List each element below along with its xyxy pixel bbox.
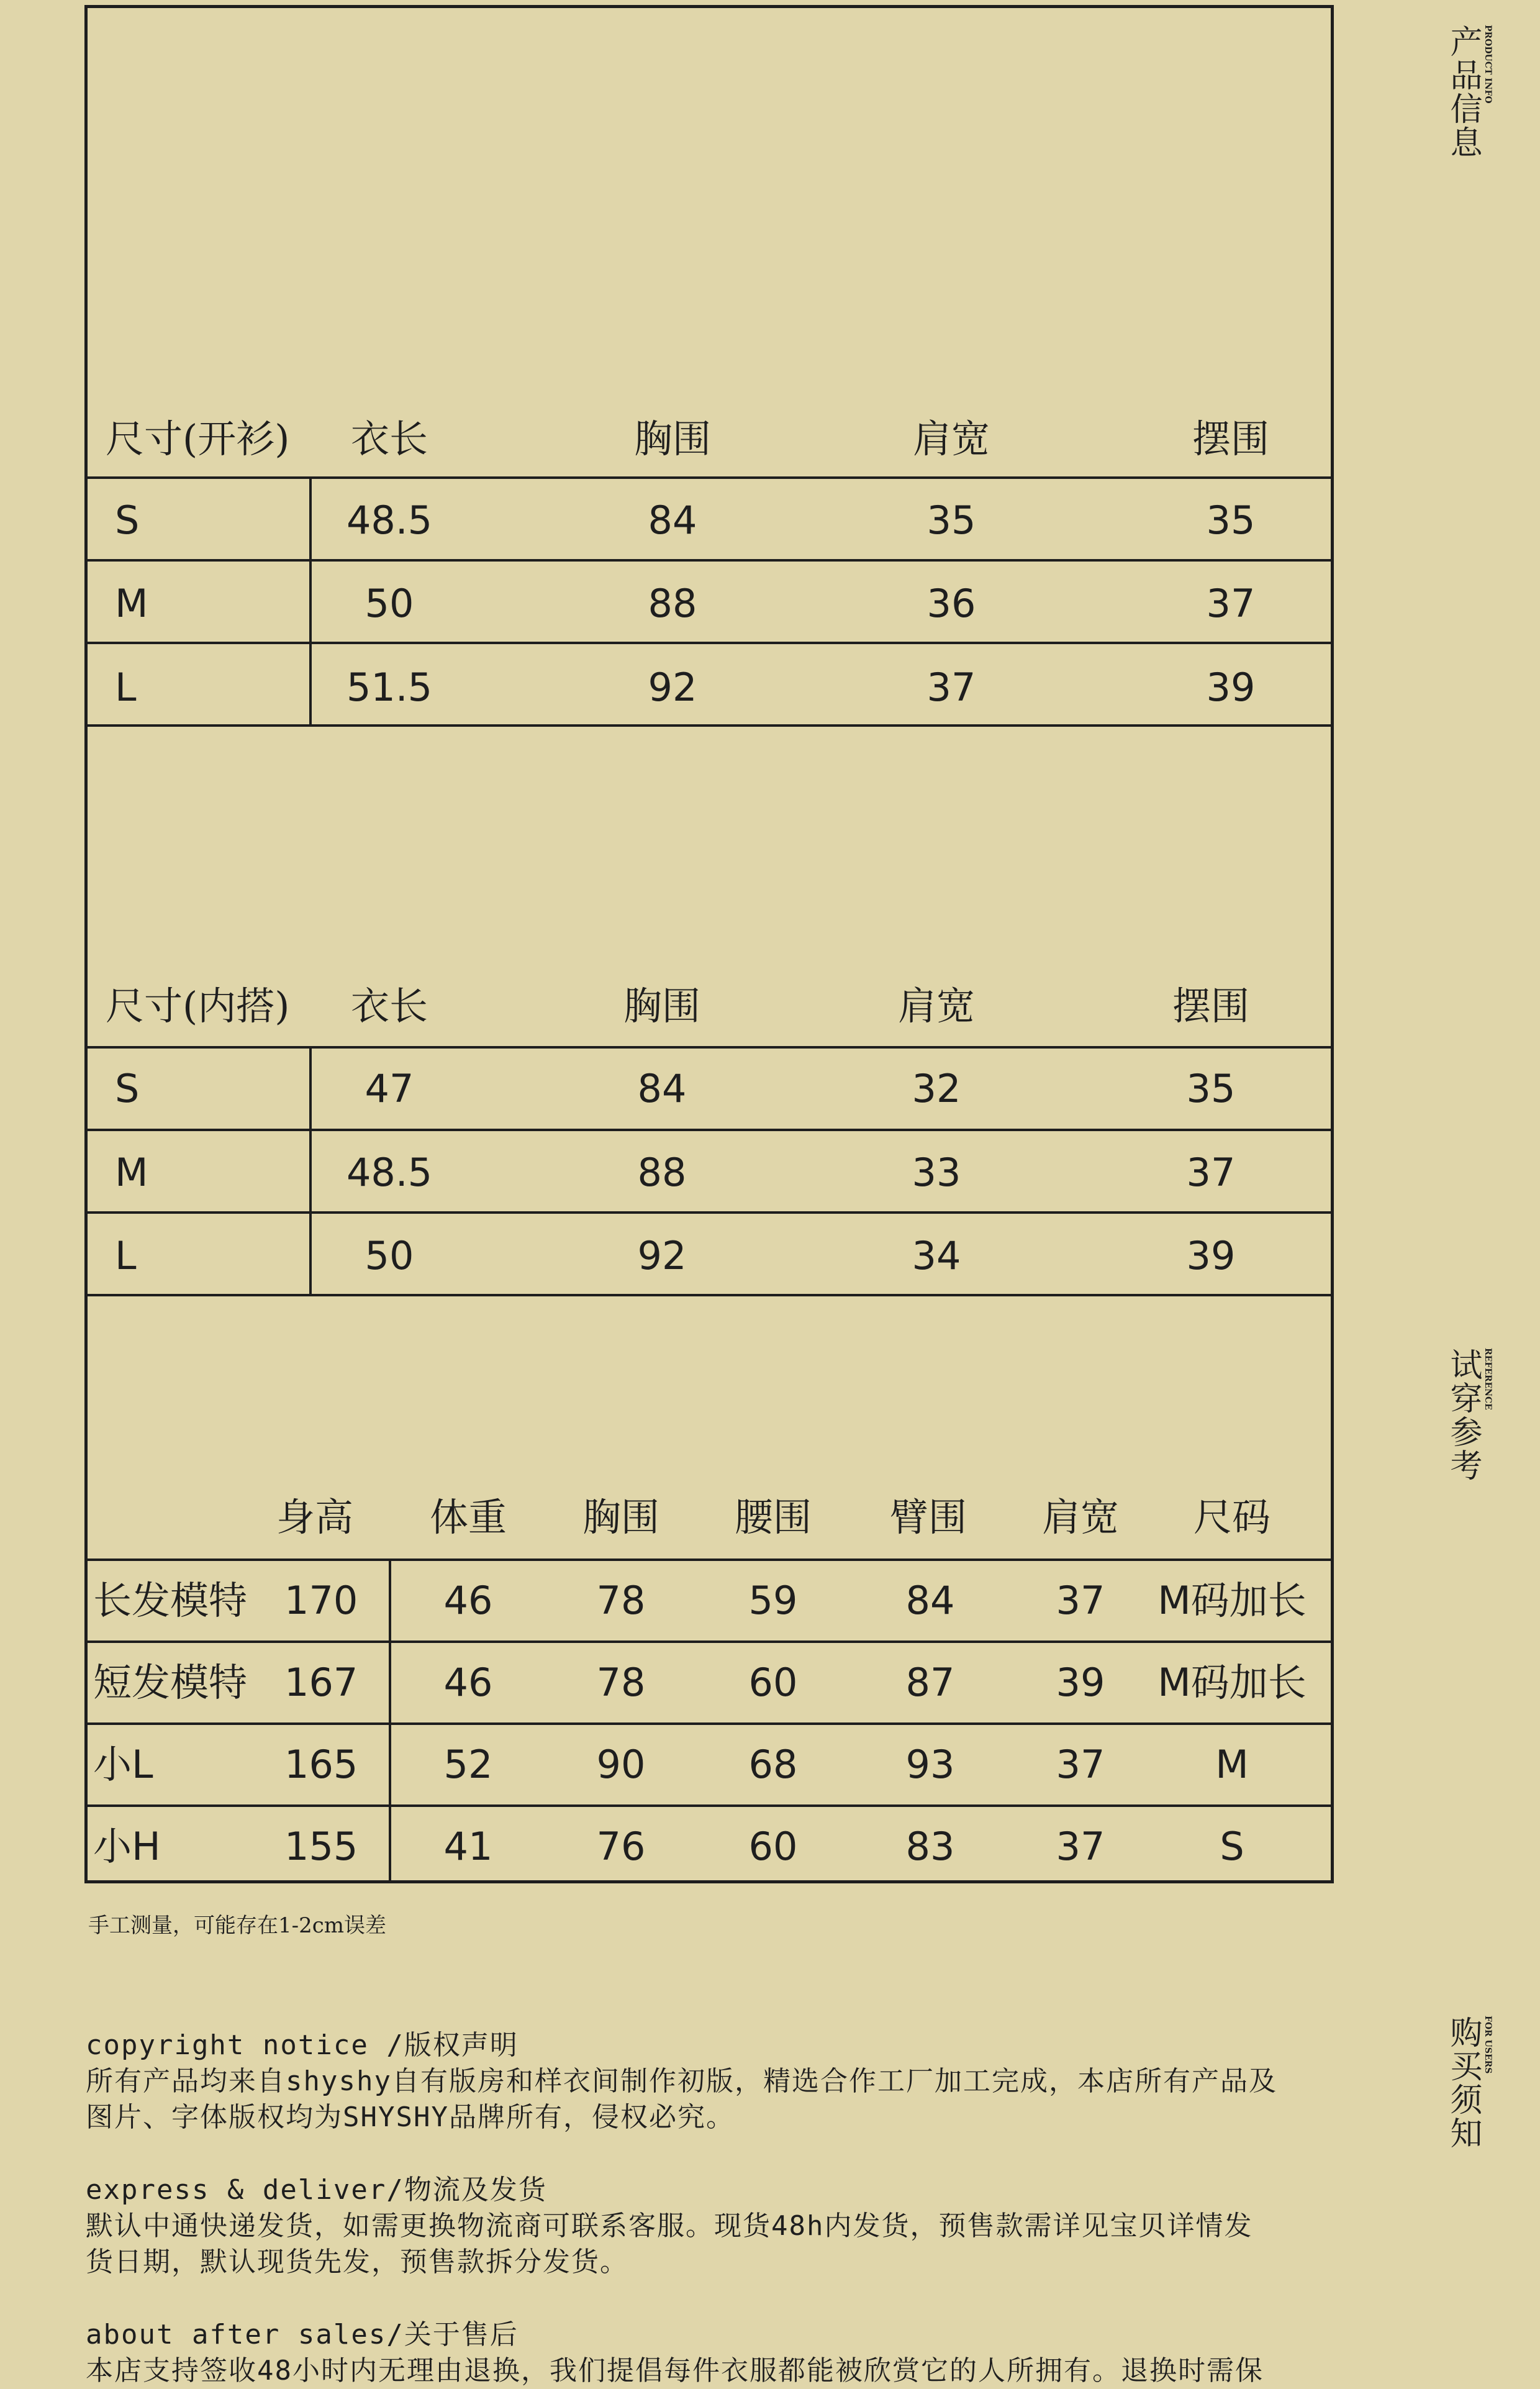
notice-body-line: 货日期，默认现货先发，预售款拆分发货。 — [86, 2246, 628, 2278]
table-cell: S — [115, 1066, 140, 1111]
table-cell: 78 — [596, 1578, 646, 1623]
table-cell: 37 — [1056, 1742, 1105, 1787]
table-header-size: 尺寸(开衫) — [106, 416, 290, 462]
table-header-waist: 腰围 — [734, 1495, 812, 1540]
table-cell: 68 — [748, 1742, 798, 1787]
table-divider — [84, 1640, 1334, 1643]
table-cell: 60 — [748, 1660, 798, 1705]
table-cell: 84 — [905, 1578, 955, 1623]
table-cell: 48.5 — [346, 1150, 433, 1195]
side-label-reference-en: REFERENCE — [1483, 1348, 1493, 1410]
table-cell: 37 — [1186, 1150, 1236, 1195]
table-header-hem: 摆围 — [1172, 983, 1250, 1029]
table-divider — [84, 476, 1334, 479]
table-cell: 88 — [648, 581, 697, 626]
table-cell: 47 — [365, 1066, 414, 1111]
table-cell: 93 — [905, 1742, 955, 1787]
table-cell: 39 — [1206, 665, 1256, 710]
table-cell: M码加长 — [1157, 1578, 1307, 1623]
table-header-weight: 体重 — [429, 1495, 507, 1540]
table-header-hem: 摆围 — [1192, 416, 1270, 462]
table-column-divider — [309, 476, 312, 727]
table-cell: 33 — [912, 1150, 961, 1195]
notice-title: about after sales/关于售后 — [86, 2319, 519, 2350]
notice-express — [86, 2172, 1340, 2280]
notice-title: express & deliver/物流及发货 — [86, 2174, 547, 2206]
table-cell: 46 — [443, 1660, 493, 1705]
table-header-length: 衣长 — [350, 416, 428, 462]
table-cell: 37 — [1056, 1824, 1105, 1869]
table-divider — [84, 724, 1334, 727]
table-header-chest: 胸围 — [633, 416, 712, 462]
table-header-arm: 臂围 — [889, 1495, 967, 1540]
notice-body-line: 本店支持签收48小时内无理由退换，我们提倡每件衣服都能被欣赏它的人所拥有。退换时需保 — [86, 2355, 1264, 2387]
table-cell: 39 — [1186, 1233, 1236, 1278]
side-label-product-info-en: PRODUCT INFO — [1483, 25, 1493, 104]
table-cell: 83 — [905, 1824, 955, 1869]
table-cell: 短发模特 — [93, 1660, 248, 1705]
table-divider — [84, 1046, 1334, 1049]
table-divider — [84, 1294, 1334, 1296]
table-cell: 小L — [93, 1742, 153, 1787]
table-header-size: 尺寸(内搭) — [106, 983, 290, 1029]
table-cell: 170 — [284, 1578, 358, 1623]
table-cell: 92 — [637, 1233, 687, 1278]
table-column-divider — [309, 1046, 312, 1296]
table-divider — [84, 1129, 1334, 1131]
table-cell: S — [115, 498, 140, 543]
table-cell: 50 — [365, 581, 414, 626]
table-cell: 小H — [93, 1824, 161, 1869]
table-cell: S — [1220, 1824, 1244, 1869]
table-divider — [84, 559, 1334, 562]
table-cell: M — [115, 581, 148, 626]
table-header-size: 尺码 — [1193, 1495, 1271, 1540]
table-cell: L — [115, 665, 137, 710]
table-header-shoulder: 肩宽 — [897, 983, 976, 1029]
table-cell: 167 — [284, 1660, 358, 1705]
side-label-product-info: 产品信息 — [1444, 25, 1482, 159]
size-chart-frame — [84, 5, 1334, 1883]
notice-body-line: 所有产品均来自shyshy自有版房和样衣间制作初版，精选合作工厂加工完成，本店所有产品及 — [86, 2065, 1277, 2097]
table-cell: 52 — [443, 1742, 493, 1787]
table-cell: 59 — [748, 1578, 798, 1623]
table-divider — [84, 1559, 1334, 1561]
table-divider — [84, 1804, 1334, 1807]
table-cell: 60 — [748, 1824, 798, 1869]
table-cell: 78 — [596, 1660, 646, 1705]
table-cell: 155 — [284, 1824, 358, 1869]
table-divider — [84, 1211, 1334, 1214]
table-cell: 35 — [1186, 1066, 1236, 1111]
table-cell: 46 — [443, 1578, 493, 1623]
table-cell: 35 — [926, 498, 976, 543]
table-cell: 37 — [1056, 1578, 1105, 1623]
table-cell: 48.5 — [346, 498, 433, 543]
notice-body-line: 图片、字体版权均为SHYSHY品牌所有，侵权必究。 — [86, 2101, 735, 2133]
table-cell: 51.5 — [346, 665, 433, 710]
table-cell: 41 — [443, 1824, 493, 1869]
notice-body-line: 默认中通快递发货，如需更换物流商可联系客服。现货48h内发货，预售款需详见宝贝详情发 — [86, 2210, 1253, 2242]
table-cell: 34 — [912, 1233, 961, 1278]
notice-copyright — [86, 2027, 1340, 2136]
table-header-chest: 胸围 — [623, 983, 701, 1029]
table-cell: 50 — [365, 1233, 414, 1278]
table-divider — [84, 642, 1334, 644]
table-divider — [84, 1722, 1334, 1725]
table-cell: 37 — [1206, 581, 1256, 626]
table-cell: M — [115, 1150, 148, 1195]
table-cell: 87 — [905, 1660, 955, 1705]
table-cell: 84 — [637, 1066, 687, 1111]
table-cell: 32 — [912, 1066, 961, 1111]
side-label-for-users: 购买须知 — [1444, 2016, 1482, 2150]
table-cell: 165 — [284, 1742, 358, 1787]
table-cell: 36 — [926, 581, 976, 626]
table-cell: 92 — [648, 665, 697, 710]
table-cell: M码加长 — [1157, 1660, 1307, 1705]
table-cell: 76 — [596, 1824, 646, 1869]
table-cell: M — [1215, 1742, 1249, 1787]
table-header-shoulder: 肩宽 — [1041, 1495, 1120, 1540]
notice-title: copyright notice /版权声明 — [86, 2029, 519, 2061]
table-cell: 35 — [1206, 498, 1256, 543]
table-cell: 长发模特 — [93, 1578, 248, 1623]
table-header-length: 衣长 — [350, 983, 428, 1029]
table-cell: 88 — [637, 1150, 687, 1195]
side-label-reference: 试穿参考 — [1444, 1348, 1482, 1482]
table-cell: 90 — [596, 1742, 646, 1787]
measurement-note: 手工测量，可能存在1-2cm误差 — [88, 1913, 387, 1938]
table-header-chest: 胸围 — [582, 1495, 660, 1540]
table-cell: 84 — [648, 498, 697, 543]
table-header-shoulder: 肩宽 — [912, 416, 990, 462]
side-label-for-users-en: FOR USERS — [1483, 2016, 1493, 2074]
table-column-divider — [389, 1559, 391, 1881]
table-cell: L — [115, 1233, 137, 1278]
table-cell: 37 — [926, 665, 976, 710]
table-cell: 39 — [1056, 1660, 1105, 1705]
notice-after-sales — [86, 2317, 1340, 2389]
table-header-height: 身高 — [276, 1495, 354, 1540]
